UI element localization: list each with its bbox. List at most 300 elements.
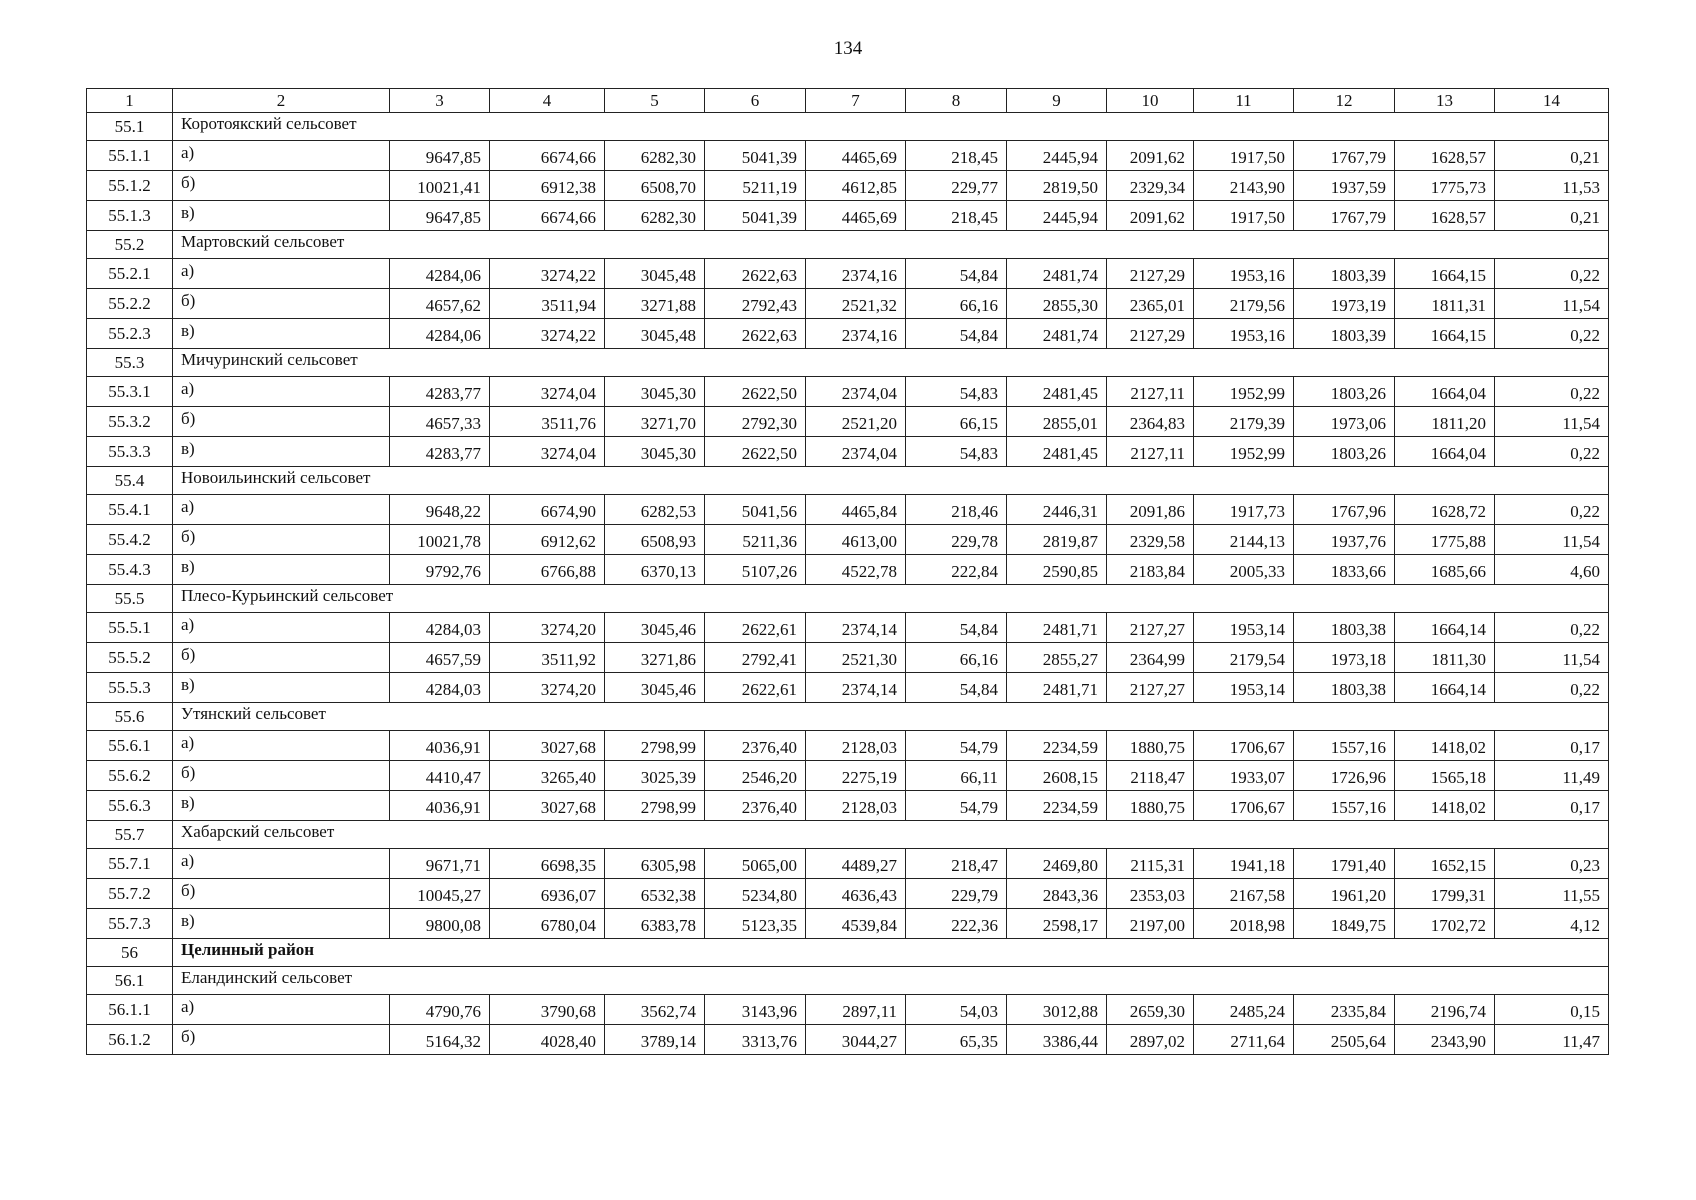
value-cell: 6674,66 [490,201,605,231]
value-cell: 2376,40 [705,791,806,821]
value-cell: 3045,30 [605,437,705,467]
value-cell: 2374,14 [806,673,906,703]
value-cell: 4489,27 [806,849,906,879]
value-cell: 11,54 [1495,289,1609,319]
header-cell: 4 [490,89,605,113]
value-cell: 2855,01 [1007,407,1107,437]
value-cell: 5211,19 [705,171,806,201]
value-cell: 1933,07 [1194,761,1294,791]
table-row [87,673,1609,703]
value-cell: 11,54 [1495,407,1609,437]
table-row [87,289,1609,319]
value-cell: 2144,13 [1194,525,1294,555]
value-cell: 0,22 [1495,437,1609,467]
value-cell: 2275,19 [806,761,906,791]
value-cell: 1628,57 [1395,141,1495,171]
group-title: Мичуринский сельсовет [173,349,1609,377]
value-cell: 5164,32 [390,1025,490,1055]
value-cell: 4284,03 [390,613,490,643]
value-cell: 9800,08 [390,909,490,939]
value-cell: 5065,00 [705,849,806,879]
row-number: 55.4.1 [87,495,173,525]
table-row [87,731,1609,761]
value-cell: 0,21 [1495,141,1609,171]
value-cell: 1941,18 [1194,849,1294,879]
value-cell: 1952,99 [1194,377,1294,407]
value-cell: 1917,73 [1194,495,1294,525]
value-cell: 2167,58 [1194,879,1294,909]
header-cell: 7 [806,89,906,113]
value-cell: 218,45 [906,201,1007,231]
value-cell: 2622,63 [705,259,806,289]
row-number: 55.1.2 [87,171,173,201]
value-cell: 2374,16 [806,259,906,289]
value-cell: 4657,59 [390,643,490,673]
value-cell: 5107,26 [705,555,806,585]
value-cell: 1803,39 [1294,259,1395,289]
value-cell: 2127,29 [1107,259,1194,289]
row-number: 56.1.1 [87,995,173,1025]
value-cell: 2521,20 [806,407,906,437]
value-cell: 2481,74 [1007,259,1107,289]
value-cell: 1775,73 [1395,171,1495,201]
value-cell: 3274,22 [490,259,605,289]
value-cell: 222,36 [906,909,1007,939]
variant-label: в) [173,437,390,467]
row-number: 55.5.3 [87,673,173,703]
value-cell: 2343,90 [1395,1025,1495,1055]
table-body [87,89,1609,1055]
group-title: Целинный район [173,939,1609,967]
row-number: 55.2.1 [87,259,173,289]
value-cell: 2792,30 [705,407,806,437]
value-cell: 3265,40 [490,761,605,791]
value-cell: 0,17 [1495,731,1609,761]
group-row [87,585,1609,613]
value-cell: 4465,69 [806,141,906,171]
value-cell: 1917,50 [1194,201,1294,231]
value-cell: 1664,15 [1395,319,1495,349]
table-row [87,995,1609,1025]
value-cell: 2374,04 [806,437,906,467]
value-cell: 11,54 [1495,525,1609,555]
value-cell: 2335,84 [1294,995,1395,1025]
value-cell: 2711,64 [1194,1025,1294,1055]
table-row [87,201,1609,231]
value-cell: 1664,14 [1395,613,1495,643]
header-cell: 3 [390,89,490,113]
header-cell: 2 [173,89,390,113]
value-cell: 4657,33 [390,407,490,437]
value-cell: 11,55 [1495,879,1609,909]
value-cell: 1880,75 [1107,791,1194,821]
value-cell: 6780,04 [490,909,605,939]
table-row [87,141,1609,171]
value-cell: 3789,14 [605,1025,705,1055]
value-cell: 2843,36 [1007,879,1107,909]
value-cell: 2127,27 [1107,673,1194,703]
value-cell: 2622,50 [705,437,806,467]
column-number-header [87,89,1609,113]
row-number: 56.1 [87,967,173,995]
value-cell: 2546,20 [705,761,806,791]
value-cell: 2374,04 [806,377,906,407]
value-cell: 11,49 [1495,761,1609,791]
value-cell: 4636,43 [806,879,906,909]
header-cell: 11 [1194,89,1294,113]
value-cell: 2005,33 [1194,555,1294,585]
value-cell: 4657,62 [390,289,490,319]
value-cell: 2445,94 [1007,141,1107,171]
value-cell: 0,17 [1495,791,1609,821]
row-number: 55.4 [87,467,173,495]
value-cell: 222,84 [906,555,1007,585]
value-cell: 3027,68 [490,731,605,761]
value-cell: 0,23 [1495,849,1609,879]
value-cell: 4284,06 [390,319,490,349]
value-cell: 6912,38 [490,171,605,201]
row-number: 55.6 [87,703,173,731]
value-cell: 218,46 [906,495,1007,525]
value-cell: 6282,53 [605,495,705,525]
row-number: 55.5.1 [87,613,173,643]
value-cell: 1937,76 [1294,525,1395,555]
value-cell: 1953,14 [1194,613,1294,643]
value-cell: 54,83 [906,437,1007,467]
value-cell: 65,35 [906,1025,1007,1055]
value-cell: 2127,11 [1107,377,1194,407]
group-row [87,703,1609,731]
value-cell: 2505,64 [1294,1025,1395,1055]
value-cell: 1803,26 [1294,437,1395,467]
variant-label: б) [173,525,390,555]
row-number: 55.6.3 [87,791,173,821]
value-cell: 2127,11 [1107,437,1194,467]
value-cell: 2792,43 [705,289,806,319]
value-cell: 3274,20 [490,673,605,703]
value-cell: 2855,27 [1007,643,1107,673]
value-cell: 2364,83 [1107,407,1194,437]
value-cell: 2659,30 [1107,995,1194,1025]
table-row [87,319,1609,349]
value-cell: 1803,39 [1294,319,1395,349]
value-cell: 1880,75 [1107,731,1194,761]
value-cell: 229,77 [906,171,1007,201]
row-number: 55.4.3 [87,555,173,585]
group-title: Утянский сельсовет [173,703,1609,731]
variant-label: б) [173,289,390,319]
value-cell: 2481,45 [1007,377,1107,407]
value-cell: 6508,93 [605,525,705,555]
value-cell: 4613,00 [806,525,906,555]
row-number: 56 [87,939,173,967]
value-cell: 2118,47 [1107,761,1194,791]
value-cell: 218,45 [906,141,1007,171]
value-cell: 2445,94 [1007,201,1107,231]
value-cell: 2521,32 [806,289,906,319]
value-cell: 229,79 [906,879,1007,909]
value-cell: 3025,39 [605,761,705,791]
value-cell: 1973,06 [1294,407,1395,437]
value-cell: 2091,86 [1107,495,1194,525]
value-cell: 2091,62 [1107,141,1194,171]
value-cell: 1803,38 [1294,673,1395,703]
value-cell: 5041,39 [705,201,806,231]
value-cell: 1937,59 [1294,171,1395,201]
value-cell: 54,84 [906,319,1007,349]
group-row [87,349,1609,377]
value-cell: 1953,16 [1194,259,1294,289]
value-cell: 2855,30 [1007,289,1107,319]
value-cell: 66,11 [906,761,1007,791]
value-cell: 0,22 [1495,319,1609,349]
value-cell: 2128,03 [806,731,906,761]
row-number: 55.1.1 [87,141,173,171]
value-cell: 2127,29 [1107,319,1194,349]
value-cell: 5234,80 [705,879,806,909]
value-cell: 2091,62 [1107,201,1194,231]
variant-label: в) [173,319,390,349]
value-cell: 2521,30 [806,643,906,673]
value-cell: 66,15 [906,407,1007,437]
value-cell: 2481,71 [1007,613,1107,643]
value-cell: 1803,38 [1294,613,1395,643]
value-cell: 11,53 [1495,171,1609,201]
value-cell: 4036,91 [390,791,490,821]
value-cell: 1803,26 [1294,377,1395,407]
row-number: 55.3.3 [87,437,173,467]
value-cell: 3790,68 [490,995,605,1025]
table-row [87,555,1609,585]
value-cell: 1917,50 [1194,141,1294,171]
value-cell: 1557,16 [1294,731,1395,761]
value-cell: 3562,74 [605,995,705,1025]
value-cell: 3511,92 [490,643,605,673]
value-cell: 1418,02 [1395,731,1495,761]
value-cell: 2485,24 [1194,995,1294,1025]
value-cell: 2798,99 [605,731,705,761]
table-row [87,171,1609,201]
header-cell: 9 [1007,89,1107,113]
row-number: 55.6.1 [87,731,173,761]
value-cell: 4465,84 [806,495,906,525]
variant-label: б) [173,1025,390,1055]
value-cell: 3143,96 [705,995,806,1025]
value-cell: 4284,06 [390,259,490,289]
value-cell: 2481,74 [1007,319,1107,349]
value-cell: 3274,20 [490,613,605,643]
value-cell: 218,47 [906,849,1007,879]
value-cell: 2481,71 [1007,673,1107,703]
value-cell: 6508,70 [605,171,705,201]
value-cell: 1811,31 [1395,289,1495,319]
value-cell: 6912,62 [490,525,605,555]
variant-label: а) [173,377,390,407]
value-cell: 1791,40 [1294,849,1395,879]
value-cell: 2183,84 [1107,555,1194,585]
value-cell: 54,83 [906,377,1007,407]
variant-label: а) [173,995,390,1025]
value-cell: 2897,11 [806,995,906,1025]
group-title: Коротоякский сельсовет [173,113,1609,141]
table-row [87,259,1609,289]
value-cell: 1706,67 [1194,791,1294,821]
value-cell: 6674,90 [490,495,605,525]
value-cell: 2792,41 [705,643,806,673]
table-row [87,495,1609,525]
value-cell: 3044,27 [806,1025,906,1055]
value-cell: 4283,77 [390,377,490,407]
value-cell: 4612,85 [806,171,906,201]
value-cell: 4284,03 [390,673,490,703]
table-row [87,879,1609,909]
value-cell: 1775,88 [1395,525,1495,555]
value-cell: 3271,70 [605,407,705,437]
value-cell: 5211,36 [705,525,806,555]
value-cell: 2128,03 [806,791,906,821]
table-row [87,377,1609,407]
value-cell: 1664,04 [1395,377,1495,407]
variant-label: б) [173,407,390,437]
value-cell: 10045,27 [390,879,490,909]
row-number: 55.7.1 [87,849,173,879]
value-cell: 2115,31 [1107,849,1194,879]
value-cell: 2018,98 [1194,909,1294,939]
value-cell: 3313,76 [705,1025,806,1055]
value-cell: 2897,02 [1107,1025,1194,1055]
value-cell: 2608,15 [1007,761,1107,791]
group-row [87,967,1609,995]
value-cell: 2179,39 [1194,407,1294,437]
variant-label: в) [173,791,390,821]
group-row [87,821,1609,849]
value-cell: 0,22 [1495,613,1609,643]
value-cell: 0,22 [1495,377,1609,407]
value-cell: 1628,57 [1395,201,1495,231]
value-cell: 1767,96 [1294,495,1395,525]
value-cell: 1664,14 [1395,673,1495,703]
group-row [87,113,1609,141]
value-cell: 10021,41 [390,171,490,201]
value-cell: 3274,22 [490,319,605,349]
value-cell: 1849,75 [1294,909,1395,939]
value-cell: 1664,04 [1395,437,1495,467]
value-cell: 3045,46 [605,673,705,703]
variant-label: в) [173,673,390,703]
value-cell: 9647,85 [390,201,490,231]
value-cell: 3511,76 [490,407,605,437]
row-number: 55.1 [87,113,173,141]
value-cell: 54,84 [906,673,1007,703]
value-cell: 1628,72 [1395,495,1495,525]
value-cell: 6305,98 [605,849,705,879]
value-cell: 3271,88 [605,289,705,319]
row-number: 55.2.2 [87,289,173,319]
value-cell: 6766,88 [490,555,605,585]
value-cell: 4522,78 [806,555,906,585]
variant-label: а) [173,141,390,171]
variant-label: а) [173,259,390,289]
value-cell: 2374,14 [806,613,906,643]
value-cell: 1557,16 [1294,791,1395,821]
value-cell: 1767,79 [1294,201,1395,231]
value-cell: 54,79 [906,791,1007,821]
value-cell: 1952,99 [1194,437,1294,467]
value-cell: 2819,50 [1007,171,1107,201]
value-cell: 54,03 [906,995,1007,1025]
row-number: 55.2.3 [87,319,173,349]
value-cell: 54,79 [906,731,1007,761]
row-number: 55.5 [87,585,173,613]
tariff-table [86,88,1609,1055]
value-cell: 2622,63 [705,319,806,349]
table-row [87,1025,1609,1055]
table-row [87,525,1609,555]
variant-label: а) [173,495,390,525]
value-cell: 5041,56 [705,495,806,525]
value-cell: 54,84 [906,259,1007,289]
value-cell: 6532,38 [605,879,705,909]
page-number: 134 [833,38,863,59]
row-number: 55.3.2 [87,407,173,437]
value-cell: 3027,68 [490,791,605,821]
value-cell: 1799,31 [1395,879,1495,909]
value-cell: 3511,94 [490,289,605,319]
value-cell: 1811,20 [1395,407,1495,437]
value-cell: 0,15 [1495,995,1609,1025]
value-cell: 2364,99 [1107,643,1194,673]
variant-label: а) [173,849,390,879]
value-cell: 1664,15 [1395,259,1495,289]
value-cell: 2622,50 [705,377,806,407]
table-row [87,437,1609,467]
variant-label: б) [173,643,390,673]
variant-label: а) [173,731,390,761]
row-number: 55.7.3 [87,909,173,939]
group-title: Новоильинский сельсовет [173,467,1609,495]
header-cell: 14 [1495,89,1609,113]
value-cell: 3271,86 [605,643,705,673]
value-cell: 2234,59 [1007,731,1107,761]
variant-label: в) [173,909,390,939]
variant-label: б) [173,171,390,201]
value-cell: 229,78 [906,525,1007,555]
group-row [87,467,1609,495]
value-cell: 4539,84 [806,909,906,939]
value-cell: 2798,99 [605,791,705,821]
value-cell: 1726,96 [1294,761,1395,791]
value-cell: 2376,40 [705,731,806,761]
variant-label: а) [173,613,390,643]
value-cell: 3045,48 [605,259,705,289]
value-cell: 2481,45 [1007,437,1107,467]
value-cell: 9647,85 [390,141,490,171]
value-cell: 11,54 [1495,643,1609,673]
value-cell: 1702,72 [1395,909,1495,939]
value-cell: 3045,46 [605,613,705,643]
value-cell: 10021,78 [390,525,490,555]
value-cell: 2365,01 [1107,289,1194,319]
value-cell: 2598,17 [1007,909,1107,939]
value-cell: 2374,16 [806,319,906,349]
value-cell: 2179,56 [1194,289,1294,319]
value-cell: 4036,91 [390,731,490,761]
row-number: 55.3.1 [87,377,173,407]
group-title: Хабарский сельсовет [173,821,1609,849]
value-cell: 9671,71 [390,849,490,879]
table-row [87,761,1609,791]
value-cell: 2179,54 [1194,643,1294,673]
